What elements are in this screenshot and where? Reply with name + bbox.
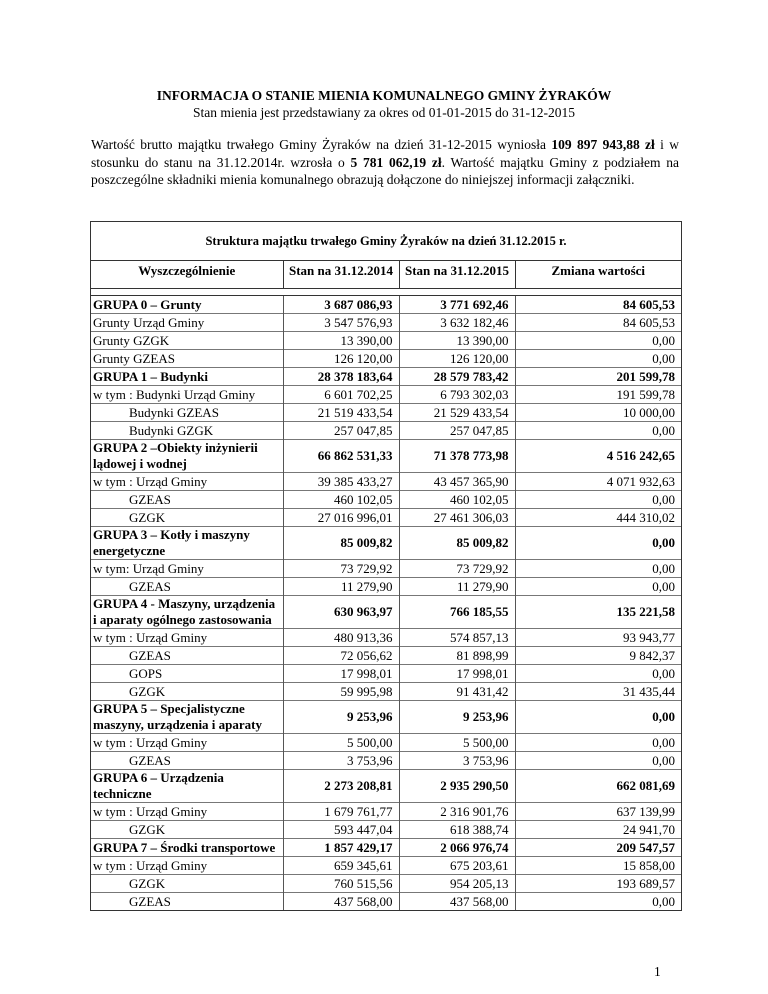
value-2015: 85 009,82 xyxy=(399,527,515,560)
group-row xyxy=(91,839,681,857)
document-subtitle: Stan mienia jest przedstawiany za okres od 01-01-2015 do 31-12-2015 xyxy=(192,105,576,120)
value-2014: 85 009,82 xyxy=(283,527,399,560)
row-label: w tym : Urząd Gminy xyxy=(91,629,283,647)
header-description: Wyszczególnienie xyxy=(91,261,283,289)
row-label: GRUPA 6 – Urządzenia techniczne xyxy=(91,770,283,803)
value-change: 84 605,53 xyxy=(515,314,681,332)
group-row xyxy=(91,527,681,560)
value-2015: 618 388,74 xyxy=(399,821,515,839)
table-title: Struktura majątku trwałego Gminy Żyraków na dzień 31.12.2015 r. xyxy=(91,222,681,261)
spacer-cell xyxy=(91,289,681,296)
value-2015: 3 771 692,46 xyxy=(399,296,515,314)
table-row xyxy=(91,875,681,893)
value-change: 0,00 xyxy=(515,893,681,911)
value-2014: 659 345,61 xyxy=(283,857,399,875)
value-change: 15 858,00 xyxy=(515,857,681,875)
value-2015: 73 729,92 xyxy=(399,560,515,578)
table-body xyxy=(91,289,681,911)
value-change: 9 842,37 xyxy=(515,647,681,665)
table-row xyxy=(91,647,681,665)
value-2015: 126 120,00 xyxy=(399,350,515,368)
value-2014: 3 687 086,93 xyxy=(283,296,399,314)
value-change: 10 000,00 xyxy=(515,404,681,422)
document-title: INFORMACJA O STANIE MIENIA KOMUNALNEGO GMINY ŻYRAKÓW xyxy=(156,88,612,103)
value-2015: 257 047,85 xyxy=(399,422,515,440)
value-2014: 437 568,00 xyxy=(283,893,399,911)
value-change: 84 605,53 xyxy=(515,296,681,314)
group-row xyxy=(91,701,681,734)
row-label: Grunty GZGK xyxy=(91,332,283,350)
group-row xyxy=(91,368,681,386)
value-2015: 954 205,13 xyxy=(399,875,515,893)
value-2014: 1 857 429,17 xyxy=(283,839,399,857)
table-row xyxy=(91,332,681,350)
spacer-row xyxy=(91,289,681,296)
header-2014: Stan na 31.12.2014 xyxy=(283,261,399,289)
table-row xyxy=(91,665,681,683)
row-label: GRUPA 3 – Kotły i maszyny energetyczne xyxy=(91,527,283,560)
value-2014: 1 679 761,77 xyxy=(283,803,399,821)
row-label: Budynki GZGK xyxy=(91,422,283,440)
value-2015: 81 898,99 xyxy=(399,647,515,665)
value-change: 0,00 xyxy=(515,752,681,770)
table-row xyxy=(91,752,681,770)
row-label: GRUPA 5 – Specjalistyczne maszyny, urządzenia i aparaty xyxy=(91,701,283,734)
table-row xyxy=(91,821,681,839)
value-change: 0,00 xyxy=(515,701,681,734)
intro-text-2: i w stosunku do stanu na 31.12.2014r. wzrosła o xyxy=(91,137,680,170)
value-change: 193 689,57 xyxy=(515,875,681,893)
value-2015: 11 279,90 xyxy=(399,578,515,596)
table-row xyxy=(91,683,681,701)
intro-paragraph xyxy=(91,136,679,189)
value-2014: 9 253,96 xyxy=(283,701,399,734)
row-label: Budynki GZEAS xyxy=(91,404,283,422)
value-change: 0,00 xyxy=(515,578,681,596)
page-number: 1 xyxy=(654,964,661,979)
table-row xyxy=(91,350,681,368)
row-label: w tym : Urząd Gminy xyxy=(91,803,283,821)
value-change: 0,00 xyxy=(515,491,681,509)
value-2015: 9 253,96 xyxy=(399,701,515,734)
header-2015: Stan na 31.12.2015 xyxy=(399,261,515,289)
value-2014: 13 390,00 xyxy=(283,332,399,350)
value-2014: 3 547 576,93 xyxy=(283,314,399,332)
value-2014: 3 753,96 xyxy=(283,752,399,770)
row-label: GRUPA 7 – Środki transportowe xyxy=(91,839,283,857)
value-change: 4 516 242,65 xyxy=(515,440,681,473)
value-2014: 28 378 183,64 xyxy=(283,368,399,386)
value-2014: 27 016 996,01 xyxy=(283,509,399,527)
value-2014: 126 120,00 xyxy=(283,350,399,368)
value-change: 135 221,58 xyxy=(515,596,681,629)
value-2014: 593 447,04 xyxy=(283,821,399,839)
increase-value: 5 781 062,19 zł xyxy=(350,154,442,170)
value-change: 24 941,70 xyxy=(515,821,681,839)
table-row xyxy=(91,857,681,875)
row-label: GZGK xyxy=(91,683,283,701)
row-label: Grunty Urząd Gminy xyxy=(91,314,283,332)
row-label: GRUPA 2 –Obiekty inżynierii lądowej i wodnej xyxy=(91,440,283,473)
value-2014: 21 519 433,54 xyxy=(283,404,399,422)
value-change: 31 435,44 xyxy=(515,683,681,701)
row-label: w tym : Budynki Urząd Gminy xyxy=(91,386,283,404)
table-header-row xyxy=(91,261,681,289)
table-row xyxy=(91,473,681,491)
table-row xyxy=(91,893,681,911)
table-row xyxy=(91,509,681,527)
value-2015: 13 390,00 xyxy=(399,332,515,350)
row-label: GZEAS xyxy=(91,578,283,596)
value-change: 0,00 xyxy=(515,527,681,560)
table-row xyxy=(91,491,681,509)
value-2015: 437 568,00 xyxy=(399,893,515,911)
row-label: GOPS xyxy=(91,665,283,683)
row-label: w tym : Urząd Gminy xyxy=(91,857,283,875)
table-row xyxy=(91,734,681,752)
group-row xyxy=(91,770,681,803)
value-2015: 71 378 773,98 xyxy=(399,440,515,473)
row-label: GZEAS xyxy=(91,647,283,665)
value-2015: 2 935 290,50 xyxy=(399,770,515,803)
row-label: GRUPA 1 – Budynki xyxy=(91,368,283,386)
intro-text-3: . Wartość majątku Gminy z podziałem na poszczególne składniki mienia komunalnego obrazują dołączone do niniejszej informacji załączniki. xyxy=(91,154,679,187)
value-change: 201 599,78 xyxy=(515,368,681,386)
value-2014: 11 279,90 xyxy=(283,578,399,596)
row-label: GZEAS xyxy=(91,893,283,911)
table-row xyxy=(91,803,681,821)
table-row xyxy=(91,386,681,404)
value-2015: 6 793 302,03 xyxy=(399,386,515,404)
value-2014: 480 913,36 xyxy=(283,629,399,647)
value-2015: 27 461 306,03 xyxy=(399,509,515,527)
row-label: GZEAS xyxy=(91,752,283,770)
table-row xyxy=(91,404,681,422)
asset-structure-table-box xyxy=(90,221,682,911)
value-2015: 17 998,01 xyxy=(399,665,515,683)
value-2015: 2 066 976,74 xyxy=(399,839,515,857)
value-2014: 59 995,98 xyxy=(283,683,399,701)
table-row xyxy=(91,422,681,440)
value-change: 662 081,69 xyxy=(515,770,681,803)
total-value: 109 897 943,88 zł xyxy=(551,137,655,152)
row-label: GZGK xyxy=(91,509,283,527)
table-row xyxy=(91,560,681,578)
value-2015: 21 529 433,54 xyxy=(399,404,515,422)
value-2015: 3 632 182,46 xyxy=(399,314,515,332)
value-2014: 460 102,05 xyxy=(283,491,399,509)
value-2015: 28 579 783,42 xyxy=(399,368,515,386)
value-2014: 257 047,85 xyxy=(283,422,399,440)
value-2015: 91 431,42 xyxy=(399,683,515,701)
table-row xyxy=(91,629,681,647)
value-change: 444 310,02 xyxy=(515,509,681,527)
row-label: w tym: Urząd Gminy xyxy=(91,560,283,578)
asset-structure-table xyxy=(91,261,681,910)
value-2014: 5 500,00 xyxy=(283,734,399,752)
value-change: 0,00 xyxy=(515,665,681,683)
row-label: GZEAS xyxy=(91,491,283,509)
row-label: Grunty GZEAS xyxy=(91,350,283,368)
row-label: GZGK xyxy=(91,821,283,839)
value-2014: 39 385 433,27 xyxy=(283,473,399,491)
table-row xyxy=(91,578,681,596)
header-change: Zmiana wartości xyxy=(515,261,681,289)
row-label: w tym : Urząd Gminy xyxy=(91,473,283,491)
value-change: 0,00 xyxy=(515,350,681,368)
row-label: GRUPA 0 – Grunty xyxy=(91,296,283,314)
value-2015: 3 753,96 xyxy=(399,752,515,770)
value-change: 4 071 932,63 xyxy=(515,473,681,491)
value-2015: 766 185,55 xyxy=(399,596,515,629)
row-label: w tym : Urząd Gminy xyxy=(91,734,283,752)
value-change: 0,00 xyxy=(515,560,681,578)
value-change: 637 139,99 xyxy=(515,803,681,821)
value-2014: 72 056,62 xyxy=(283,647,399,665)
group-row xyxy=(91,596,681,629)
value-2014: 73 729,92 xyxy=(283,560,399,578)
value-change: 0,00 xyxy=(515,422,681,440)
value-change: 0,00 xyxy=(515,734,681,752)
intro-text-1: Wartość brutto majątku trwałego Gminy Żyraków na dzień 31-12-2015 wyniosła xyxy=(91,137,552,152)
group-row xyxy=(91,296,681,314)
row-label: GZGK xyxy=(91,875,283,893)
value-2014: 66 862 531,33 xyxy=(283,440,399,473)
value-2015: 574 857,13 xyxy=(399,629,515,647)
table-row xyxy=(91,314,681,332)
value-2015: 5 500,00 xyxy=(399,734,515,752)
value-2015: 460 102,05 xyxy=(399,491,515,509)
value-2014: 760 515,56 xyxy=(283,875,399,893)
row-label: GRUPA 4 - Maszyny, urządzenia i aparaty ogólnego zastosowania xyxy=(91,596,283,629)
value-2015: 2 316 901,76 xyxy=(399,803,515,821)
group-row xyxy=(91,440,681,473)
value-2015: 43 457 365,90 xyxy=(399,473,515,491)
value-change: 0,00 xyxy=(515,332,681,350)
value-2014: 2 273 208,81 xyxy=(283,770,399,803)
value-2014: 630 963,97 xyxy=(283,596,399,629)
value-change: 191 599,78 xyxy=(515,386,681,404)
value-change: 93 943,77 xyxy=(515,629,681,647)
value-2015: 675 203,61 xyxy=(399,857,515,875)
value-2014: 6 601 702,25 xyxy=(283,386,399,404)
value-change: 209 547,57 xyxy=(515,839,681,857)
value-2014: 17 998,01 xyxy=(283,665,399,683)
